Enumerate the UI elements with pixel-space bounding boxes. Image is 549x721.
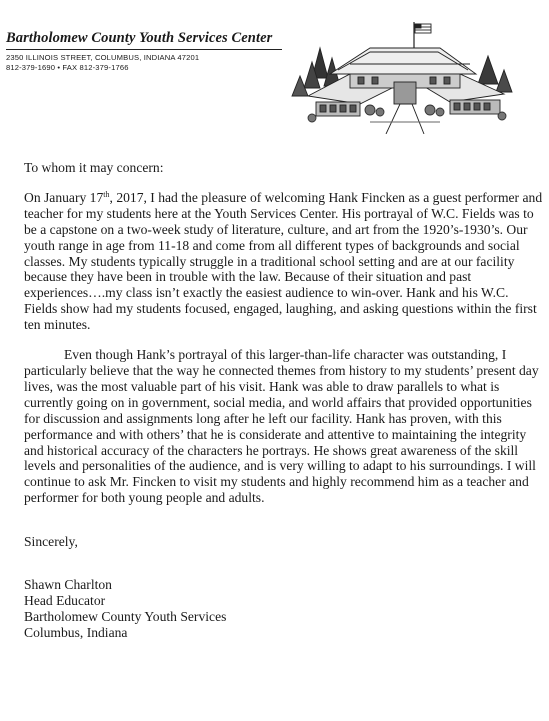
organization-phone: 812-379-1690 • FAX 812-379-1766	[6, 63, 129, 72]
signer-name: Shawn Charlton	[24, 577, 112, 593]
building-illustration-icon	[290, 18, 522, 134]
letterhead	[6, 30, 306, 73]
signer-title: Head Educator	[24, 592, 106, 608]
signature-block	[24, 577, 544, 641]
closing: Sincerely,	[24, 534, 78, 550]
paragraph-2: Even though Hank’s portrayal of this larger-than-life character was outstanding, I particularly believe that the way he connected themes from history to my students’ present day lives, was the most valuable part of his visit. Hank was able to draw parallels to what is currently going on in government, social media, and world affairs that provided opportunities for discussion and assignments long after he left our facility. Hank has proven, with this performance and with others’ that he is considerate and attentive to maintaining the integrity and historical accuracy of the characters he portrays. He shows great awareness of the skill levels and personalities of the audience, and is very willing to adapt to his surroundings. I will continue to ask Mr. Fincken to visit my students and highly recommend him as a teacher and performer for both young people and adults.	[24, 347, 539, 506]
date-ordinal-suffix: th	[103, 189, 110, 199]
paragraph-1-text: , 2017, I had the pleasure of welcoming Hank Fincken as a guest performer and teacher for my students here at the Youth Services Center. His portrayal of W.C. Fields was to be a capstone on a two-week study of literature, culture, and art from the 1920’s-1930’s. Our youth range in age from 11-18 and come from all different types of backgrounds and social classes. My students typically struggle in a traditional school setting and are at our facility because they have been in trouble with the law. Because of their situation and past experiences….my class isn’t exactly the easiest audience to win-over. Hank and his W.C. Fields show had my students focused, engaged, laughing, and asking questions within the first ten minutes.	[24, 189, 543, 333]
signer-organization: Bartholomew County Youth Services	[24, 608, 227, 624]
organization-address: 2350 ILLINOIS STREET, COLUMBUS, INDIANA 47201	[6, 53, 200, 62]
salutation: To whom it may concern:	[24, 160, 164, 175]
paragraph-1-date: On January 17	[24, 189, 104, 205]
signer-location: Columbus, Indiana	[24, 624, 128, 640]
organization-name: Bartholomew County Youth Services Center	[6, 30, 282, 50]
paragraph-1	[24, 190, 544, 333]
letter-body	[24, 160, 544, 641]
